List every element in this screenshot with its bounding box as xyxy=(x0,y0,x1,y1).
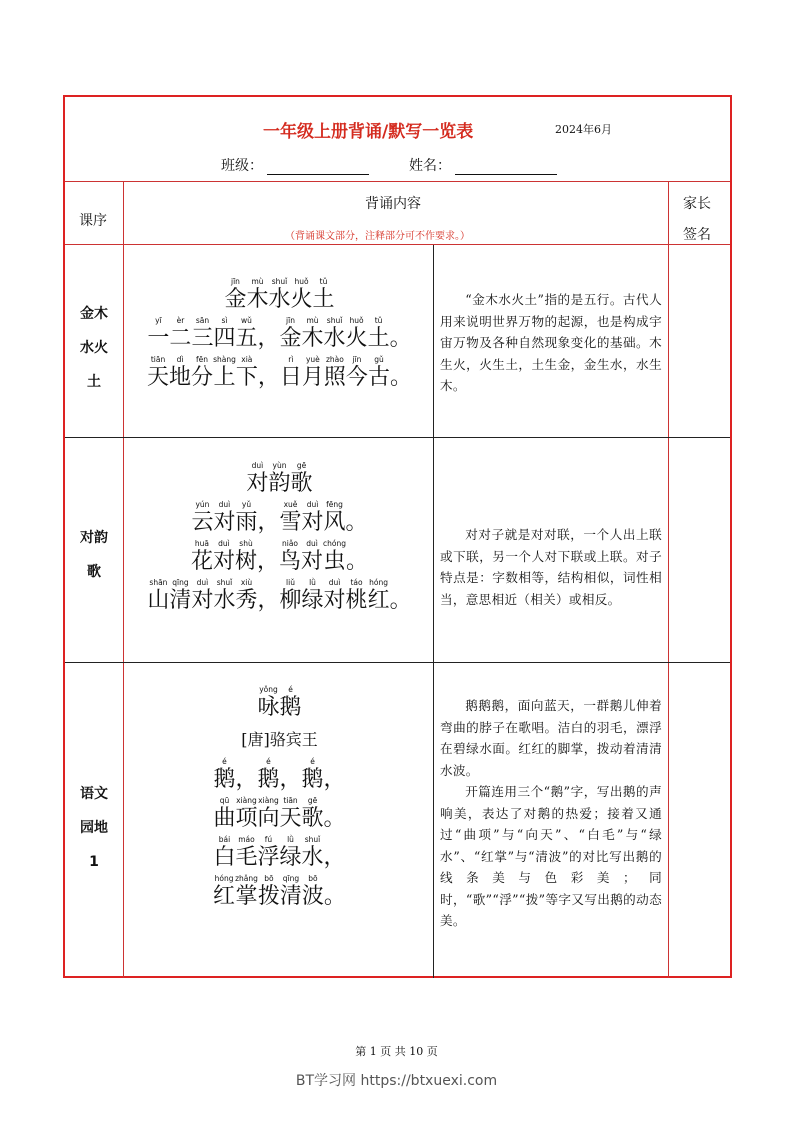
hanzi: 月 xyxy=(301,365,324,390)
hanzi-with-pinyin xyxy=(246,277,268,313)
lesson-line: 土 xyxy=(87,374,101,390)
name-blank xyxy=(455,160,557,175)
hanzi: 掌 xyxy=(235,884,258,909)
hanzi: 咏 xyxy=(257,695,280,720)
hanzi-with-pinyin xyxy=(213,539,235,575)
hanzi: 水 xyxy=(268,287,291,312)
grid-line xyxy=(65,662,730,663)
hanzi: 日 xyxy=(279,365,302,390)
hanzi: 红 xyxy=(367,588,390,613)
hanzi-with-pinyin xyxy=(346,355,368,391)
pinyin: tǔ xyxy=(374,316,383,325)
hanzi-with-pinyin xyxy=(246,461,268,497)
pinyin: fēn xyxy=(196,355,209,364)
pinyin: qīng xyxy=(282,874,300,883)
punctuation: 。 xyxy=(389,326,412,351)
hanzi-with-pinyin xyxy=(235,578,257,614)
hanzi-with-pinyin xyxy=(236,355,258,391)
pinyin: fēng xyxy=(326,500,343,509)
hanzi-with-pinyin xyxy=(213,316,235,352)
hanzi-with-pinyin xyxy=(324,578,346,614)
pinyin: xiù xyxy=(240,578,253,587)
pinyin: yī xyxy=(155,316,162,325)
hanzi-with-pinyin xyxy=(169,316,191,352)
pinyin: zhǎng xyxy=(235,874,258,883)
hanzi-with-pinyin xyxy=(224,277,246,313)
hanzi-with-pinyin xyxy=(302,578,324,614)
hanzi-with-pinyin xyxy=(213,757,235,793)
hanzi: 绿 xyxy=(301,588,324,613)
punctuation: 。 xyxy=(345,510,368,535)
pinyin: liǔ xyxy=(286,578,295,587)
hanzi-with-pinyin xyxy=(302,835,324,871)
pinyin: mù xyxy=(306,316,319,325)
hanzi: 山 xyxy=(147,588,170,613)
hanzi-with-pinyin xyxy=(279,539,301,575)
explanation-paragraph: 鹅鹅鹅，面向蓝天，一群鹅儿伸着弯曲的脖子在歌唱。洁白的羽毛，漂浮在碧绿水面。红红的脚掌，拨动着清清水波。 xyxy=(440,698,662,778)
pinyin: bái xyxy=(218,835,231,844)
pinyin: gǔ xyxy=(374,355,384,364)
hanzi: 对 xyxy=(213,510,236,535)
hanzi: 上 xyxy=(213,365,236,390)
lesson-line: 金木 xyxy=(80,306,108,322)
pinyin: hóng xyxy=(369,578,388,587)
hanzi: 古 xyxy=(367,365,390,390)
name-field xyxy=(409,155,557,175)
punctuation: ， xyxy=(257,510,280,535)
lesson-label xyxy=(65,297,123,399)
explanation-text xyxy=(440,695,662,932)
pinyin: gē xyxy=(307,796,318,805)
punctuation: ， xyxy=(257,549,280,574)
poem-line xyxy=(125,796,434,832)
explanation-paragraph: “金木水火土”指的是五行。古代人用来说明世界万物的起源，也是构成宇宙万物及各种自然现象变化的基础。木生火，火生土，土生金，金生水，水生木。 xyxy=(440,292,662,393)
lesson-line: 水火 xyxy=(80,340,108,356)
pinyin: yún xyxy=(195,500,210,509)
lesson-line: 对韵 xyxy=(80,530,108,546)
hanzi-with-pinyin xyxy=(235,500,257,536)
hanzi: 红 xyxy=(213,884,236,909)
pinyin: bō xyxy=(264,874,274,883)
lesson-label xyxy=(65,777,123,879)
hanzi: 歌 xyxy=(301,806,324,831)
pinyin: shuǐ xyxy=(326,316,343,325)
hanzi: 照 xyxy=(323,365,346,390)
hanzi-with-pinyin xyxy=(291,461,313,497)
punctuation: 。 xyxy=(346,549,369,574)
pinyin: shuǐ xyxy=(304,835,321,844)
poem-author: [唐]骆宾王 xyxy=(241,730,318,749)
pinyin: táo xyxy=(350,578,363,587)
hanzi: 分 xyxy=(191,365,214,390)
hanzi: 曲 xyxy=(213,806,236,831)
hanzi: 白 xyxy=(213,845,236,870)
col-sign-header-2: 签名 xyxy=(683,227,711,243)
pinyin: é xyxy=(288,685,293,694)
hanzi: 四 xyxy=(213,326,236,351)
hanzi: 鹅 xyxy=(257,767,280,792)
hanzi: 歌 xyxy=(290,471,313,496)
pinyin: é xyxy=(266,757,271,766)
pinyin: huā xyxy=(194,539,210,548)
hanzi: 花 xyxy=(190,549,213,574)
lesson-line: 园地 xyxy=(80,820,108,836)
hanzi-with-pinyin xyxy=(368,355,390,391)
pinyin: chóng xyxy=(323,539,347,548)
hanzi-with-pinyin xyxy=(280,835,302,871)
pinyin: é xyxy=(310,757,315,766)
pinyin: duì xyxy=(218,539,230,548)
punctuation: ， xyxy=(257,326,280,351)
hanzi-with-pinyin xyxy=(257,757,279,793)
col-content-header: 背诵内容 xyxy=(365,196,421,212)
hanzi-with-pinyin xyxy=(280,316,302,352)
pinyin: sān xyxy=(195,316,210,325)
hanzi-with-pinyin xyxy=(301,539,323,575)
pinyin: wǔ xyxy=(241,316,252,325)
content-note: （背诵课文部分，注释部分可不作要求。） xyxy=(285,231,470,242)
pinyin: dì xyxy=(176,355,184,364)
hanzi-with-pinyin xyxy=(235,539,257,575)
hanzi: 水 xyxy=(213,588,236,613)
date-label: 2024年6月 xyxy=(555,123,612,136)
pinyin: shù xyxy=(239,539,253,548)
hanzi-with-pinyin xyxy=(191,578,213,614)
hanzi: 虫 xyxy=(323,549,346,574)
punctuation: 。 xyxy=(323,884,346,909)
hanzi: 鹅 xyxy=(213,767,236,792)
hanzi: 地 xyxy=(169,365,192,390)
hanzi: 绿 xyxy=(279,845,302,870)
pinyin: tiān xyxy=(150,355,166,364)
hanzi-with-pinyin xyxy=(280,355,302,391)
pinyin: huǒ xyxy=(294,277,309,286)
hanzi-with-pinyin xyxy=(191,500,213,536)
hanzi: 五 xyxy=(235,326,258,351)
poem-line xyxy=(125,277,434,313)
hanzi: 浮 xyxy=(257,845,280,870)
hanzi-with-pinyin xyxy=(280,578,302,614)
hanzi: 秀 xyxy=(235,588,258,613)
poem-text xyxy=(125,461,434,617)
hanzi-with-pinyin xyxy=(302,757,324,793)
pinyin: mù xyxy=(251,277,264,286)
page-number: 第 1 页 共 10 页 xyxy=(355,1045,438,1058)
hanzi-with-pinyin xyxy=(191,355,213,391)
hanzi-with-pinyin xyxy=(346,316,368,352)
hanzi-with-pinyin xyxy=(147,316,169,352)
hanzi-with-pinyin xyxy=(147,355,169,391)
hanzi-with-pinyin xyxy=(291,277,313,313)
hanzi: 鸟 xyxy=(279,549,302,574)
pinyin: jīn xyxy=(352,355,362,364)
pinyin: duì xyxy=(306,539,318,548)
pinyin: zhào xyxy=(325,355,344,364)
pinyin: fú xyxy=(264,835,273,844)
hanzi-with-pinyin xyxy=(324,500,346,536)
pinyin: xiàng xyxy=(258,796,279,805)
grid-line xyxy=(123,181,124,978)
pinyin: gē xyxy=(296,461,307,470)
poem-line xyxy=(125,500,434,536)
hanzi: 鹅 xyxy=(301,767,324,792)
class-field xyxy=(221,155,369,175)
punctuation: ， xyxy=(257,588,280,613)
punctuation: ， xyxy=(257,365,280,390)
punctuation: 。 xyxy=(389,365,412,390)
hanzi: 天 xyxy=(147,365,170,390)
grid-line xyxy=(65,437,730,438)
hanzi-with-pinyin xyxy=(191,316,213,352)
pinyin: máo xyxy=(238,835,255,844)
lesson-line: 歌 xyxy=(87,564,101,580)
hanzi: 水 xyxy=(323,326,346,351)
hanzi-with-pinyin xyxy=(302,500,324,536)
hanzi-with-pinyin xyxy=(213,500,235,536)
hanzi: 清 xyxy=(169,588,192,613)
pinyin: qū xyxy=(219,796,230,805)
pinyin: hóng xyxy=(214,874,234,883)
pinyin: bō xyxy=(308,874,318,883)
hanzi: 对 xyxy=(301,549,324,574)
hanzi-with-pinyin xyxy=(268,277,290,313)
hanzi-with-pinyin xyxy=(213,355,236,391)
pinyin: yǔ xyxy=(241,500,252,509)
hanzi-with-pinyin xyxy=(280,685,302,721)
pinyin: duì xyxy=(251,461,264,470)
pinyin: tǔ xyxy=(319,277,328,286)
hanzi: 雪 xyxy=(279,510,302,535)
pinyin: yǒng xyxy=(259,685,278,694)
poem-line xyxy=(125,461,434,497)
recitation-table xyxy=(63,95,732,978)
hanzi-with-pinyin xyxy=(147,578,169,614)
hanzi: 金 xyxy=(279,326,302,351)
grid-line xyxy=(65,244,730,245)
hanzi: 向 xyxy=(257,806,280,831)
pinyin: shàng xyxy=(213,355,236,364)
pinyin: èr xyxy=(176,316,185,325)
hanzi: 今 xyxy=(345,365,368,390)
pinyin: qīng xyxy=(172,578,189,587)
hanzi-with-pinyin xyxy=(213,835,235,871)
poem-line xyxy=(125,874,434,910)
pinyin: shuǐ xyxy=(271,277,288,286)
hanzi: 波 xyxy=(301,884,324,909)
pinyin: huǒ xyxy=(349,316,364,325)
pinyin: jīn xyxy=(231,277,240,286)
hanzi-with-pinyin xyxy=(302,355,324,391)
pinyin: é xyxy=(222,757,227,766)
hanzi: 下 xyxy=(235,365,258,390)
pinyin: sì xyxy=(221,316,228,325)
hanzi: 风 xyxy=(323,510,346,535)
hanzi: 项 xyxy=(235,806,258,831)
hanzi: 火 xyxy=(290,287,313,312)
hanzi-with-pinyin xyxy=(280,874,302,910)
explanation-text xyxy=(440,289,662,397)
class-blank xyxy=(267,160,369,175)
hanzi: 拨 xyxy=(257,884,280,909)
hanzi: 柳 xyxy=(279,588,302,613)
punctuation: ， xyxy=(279,767,302,792)
pinyin: rì xyxy=(288,355,294,364)
site-watermark: BT学习网 https://btxuexi.com xyxy=(295,1073,498,1089)
punctuation: ， xyxy=(323,845,346,870)
hanzi: 金 xyxy=(224,287,247,312)
hanzi: 土 xyxy=(367,326,390,351)
pinyin: yùn xyxy=(272,461,287,470)
grid-line xyxy=(668,181,669,978)
hanzi-with-pinyin xyxy=(313,277,335,313)
hanzi-with-pinyin xyxy=(257,796,279,832)
punctuation: 。 xyxy=(389,588,412,613)
hanzi: 清 xyxy=(279,884,302,909)
hanzi: 韵 xyxy=(268,471,291,496)
pinyin: yuè xyxy=(305,355,320,364)
hanzi: 鹅 xyxy=(279,695,302,720)
punctuation: ， xyxy=(235,767,258,792)
pinyin: duì xyxy=(218,500,231,509)
explanation-paragraph: 对对子就是对对联，一个人出上联或下联，另一个人对下联或上联。对子特点是：字数相等，结构相似，词性相当，意思相近（相关）或相反。 xyxy=(440,527,662,607)
punctuation: 。 xyxy=(323,806,346,831)
hanzi-with-pinyin xyxy=(280,796,302,832)
name-label: 姓名： xyxy=(409,158,451,174)
hanzi: 二 xyxy=(169,326,192,351)
hanzi-with-pinyin xyxy=(235,835,257,871)
hanzi: 树 xyxy=(234,549,257,574)
hanzi-with-pinyin xyxy=(213,796,235,832)
hanzi-with-pinyin xyxy=(302,316,324,352)
pinyin: niǎo xyxy=(282,539,299,548)
poem-line xyxy=(125,316,434,352)
hanzi: 水 xyxy=(301,845,324,870)
hanzi: 对 xyxy=(212,549,235,574)
poem-text xyxy=(125,277,434,394)
hanzi-with-pinyin xyxy=(258,874,280,910)
hanzi: 雨 xyxy=(235,510,258,535)
poem-line xyxy=(125,355,434,391)
pinyin: tiān xyxy=(283,796,298,805)
hanzi: 桃 xyxy=(345,588,368,613)
pinyin: xià xyxy=(241,355,253,364)
hanzi-with-pinyin xyxy=(368,578,390,614)
hanzi-with-pinyin xyxy=(257,835,279,871)
hanzi-with-pinyin xyxy=(235,316,257,352)
hanzi-with-pinyin xyxy=(268,461,290,497)
hanzi-with-pinyin xyxy=(324,355,346,391)
page-title: 一年级上册背诵/默写一览表 xyxy=(263,122,474,142)
hanzi: 木 xyxy=(246,287,269,312)
hanzi-with-pinyin xyxy=(213,874,235,910)
lesson-line: 1 xyxy=(89,854,99,870)
hanzi: 对 xyxy=(191,588,214,613)
hanzi: 三 xyxy=(191,326,214,351)
col-lesson-header: 课序 xyxy=(79,213,107,229)
pinyin: xiàng xyxy=(236,796,257,805)
explanation-paragraph: 开篇连用三个“鹅”字，写出鹅的声响美，表达了对鹅的热爱；接着又通过“曲项”与“向天”、“白毛”与“绿水”、“红掌”与“清波”的对比写出鹅的线条美与色彩美；同时，“歌”“浮”“拨”等字又写出鹅的动态美。 xyxy=(440,784,662,928)
hanzi-with-pinyin xyxy=(213,578,235,614)
explanation-text xyxy=(440,524,662,610)
hanzi-with-pinyin xyxy=(323,539,346,575)
hanzi: 对 xyxy=(323,588,346,613)
hanzi: 土 xyxy=(312,287,335,312)
hanzi: 一 xyxy=(147,326,170,351)
hanzi-with-pinyin xyxy=(169,578,191,614)
hanzi-with-pinyin xyxy=(257,685,279,721)
hanzi-with-pinyin xyxy=(169,355,191,391)
hanzi: 对 xyxy=(246,471,269,496)
lesson-line: 语文 xyxy=(80,786,108,802)
hanzi: 毛 xyxy=(235,845,258,870)
class-label: 班级： xyxy=(221,158,263,174)
pinyin: duì xyxy=(328,578,341,587)
poem-line xyxy=(125,685,434,721)
hanzi-with-pinyin xyxy=(191,539,213,575)
hanzi-with-pinyin xyxy=(302,796,324,832)
punctuation: ， xyxy=(323,767,346,792)
poem-text xyxy=(125,685,434,913)
col-sign-header-1: 家长 xyxy=(683,196,711,212)
hanzi: 天 xyxy=(279,806,302,831)
hanzi: 对 xyxy=(301,510,324,535)
hanzi: 云 xyxy=(191,510,214,535)
hanzi: 火 xyxy=(345,326,368,351)
lesson-label xyxy=(65,521,123,589)
hanzi-with-pinyin xyxy=(324,316,346,352)
pinyin: duì xyxy=(306,500,319,509)
poem-line xyxy=(125,835,434,871)
pinyin: jīn xyxy=(286,316,295,325)
hanzi-with-pinyin xyxy=(302,874,324,910)
poem-line xyxy=(125,757,434,793)
pinyin: lǜ xyxy=(309,578,316,587)
table-header xyxy=(65,97,730,182)
pinyin: shuǐ xyxy=(216,578,233,587)
hanzi: 木 xyxy=(301,326,324,351)
poem-line xyxy=(125,539,434,575)
pinyin: shān xyxy=(149,578,168,587)
hanzi-with-pinyin xyxy=(280,500,302,536)
hanzi-with-pinyin xyxy=(235,874,258,910)
pinyin: lǜ xyxy=(287,835,294,844)
hanzi-with-pinyin xyxy=(346,578,368,614)
hanzi-with-pinyin xyxy=(368,316,390,352)
poem-line xyxy=(125,578,434,614)
hanzi-with-pinyin xyxy=(235,796,257,832)
pinyin: xuě xyxy=(283,500,298,509)
pinyin: duì xyxy=(196,578,209,587)
